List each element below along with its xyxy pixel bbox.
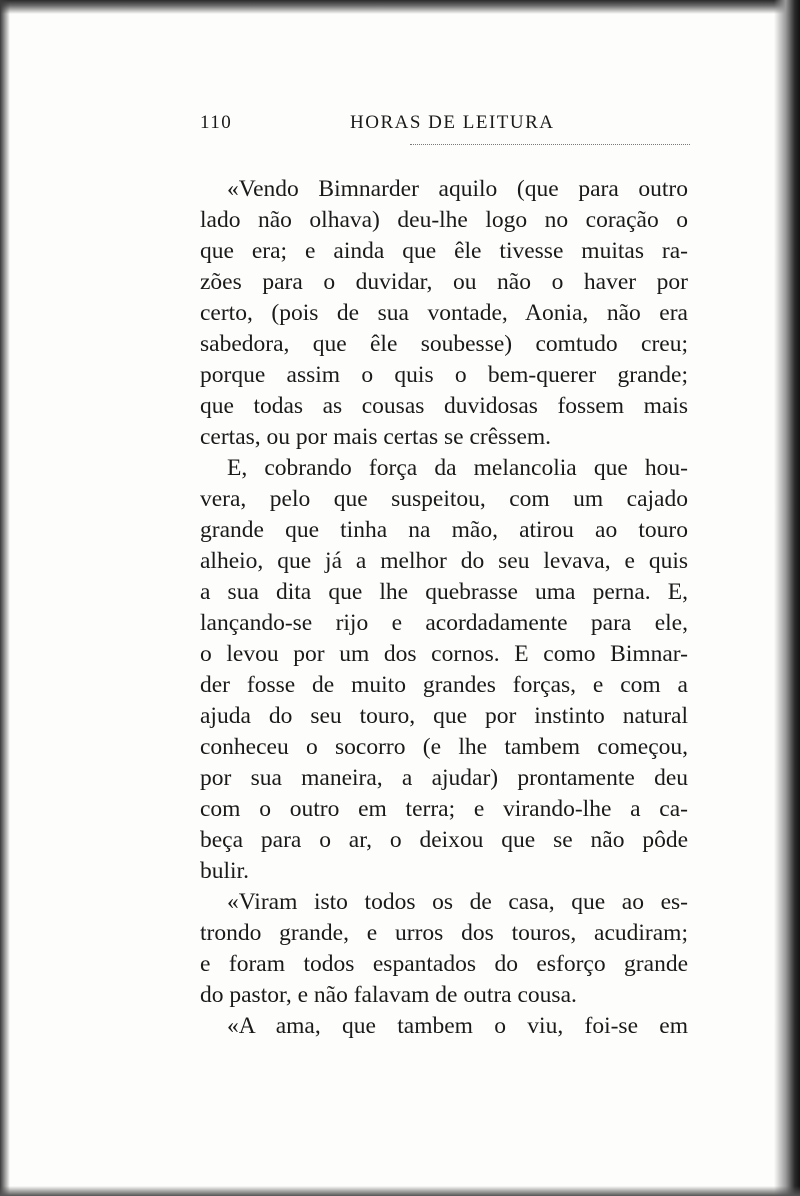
- text-line: bulir.: [200, 858, 249, 884]
- scan-edge-bottom: [0, 1186, 800, 1196]
- scan-edge-right: [774, 0, 800, 1196]
- text-line: grande que tinha na mão, atirou ao touro: [200, 517, 688, 543]
- scan-edge-left: [0, 0, 10, 1196]
- text-line: alheio, que já a melhor do seu levava, e quis: [200, 548, 688, 574]
- text-line: vera, pelo que suspeitou, com um cajado: [200, 486, 688, 512]
- text-line: com o outro em terra; e virando-lhe a ca-: [200, 796, 688, 822]
- text-line: o levou por um dos cornos. E como Bimnar-: [200, 641, 688, 667]
- text-line: do pastor, e não falavam de outra cousa.: [200, 982, 577, 1008]
- header-rule: [410, 144, 690, 145]
- text-line: sabedora, que êle soubesse) comtudo creu;: [200, 331, 688, 357]
- text-line: «Vendo Bimnarder aquilo (que para outro: [227, 176, 688, 202]
- text-line: que todas as cousas duvidosas fossem mais: [200, 393, 688, 419]
- text-line: porque assim o quis o bem-querer grande;: [200, 362, 688, 388]
- text-line: conheceu o socorro (e lhe tambem começou,: [200, 734, 688, 760]
- text-line: certo, (pois de sua vontade, Aonia, não era: [200, 300, 688, 326]
- running-title: HORAS DE LEITURA: [350, 112, 555, 133]
- scan-edge-top: [0, 0, 800, 14]
- text-line: que era; e ainda que êle tivesse muitas ra-: [200, 238, 688, 264]
- text-line: certas, ou por mais certas se crêssem.: [200, 424, 552, 450]
- text-line: e foram todos espantados do esforço grande: [200, 951, 688, 977]
- text-line: ajuda do seu touro, que por instinto natural: [200, 703, 688, 729]
- text-line: beça para o ar, o deixou que se não pôde: [200, 827, 688, 853]
- text-line: trondo grande, e urros dos touros, acudiram;: [200, 920, 688, 946]
- text-line: E, cobrando força da melancolia que hou-: [227, 455, 688, 481]
- body-text: [200, 174, 688, 1042]
- text-line: zões para o duvidar, ou não o haver por: [200, 269, 688, 295]
- text-line: lado não olhava) deu-lhe logo no coração o: [200, 207, 688, 233]
- text-line: der fosse de muito grandes forças, e com a: [200, 672, 688, 698]
- text-line: «Viram isto todos os de casa, que ao es-: [227, 889, 688, 915]
- page-number: 110: [200, 112, 233, 133]
- text-line: por sua maneira, a ajudar) prontamente deu: [200, 765, 688, 791]
- text-line: lançando-se rijo e acordadamente para ele,: [200, 610, 688, 636]
- text-line: «A ama, que tambem o viu, foi-se em: [227, 1013, 688, 1039]
- running-head: [200, 108, 690, 138]
- text-line: a sua dita que lhe quebrasse uma perna. E,: [200, 579, 688, 605]
